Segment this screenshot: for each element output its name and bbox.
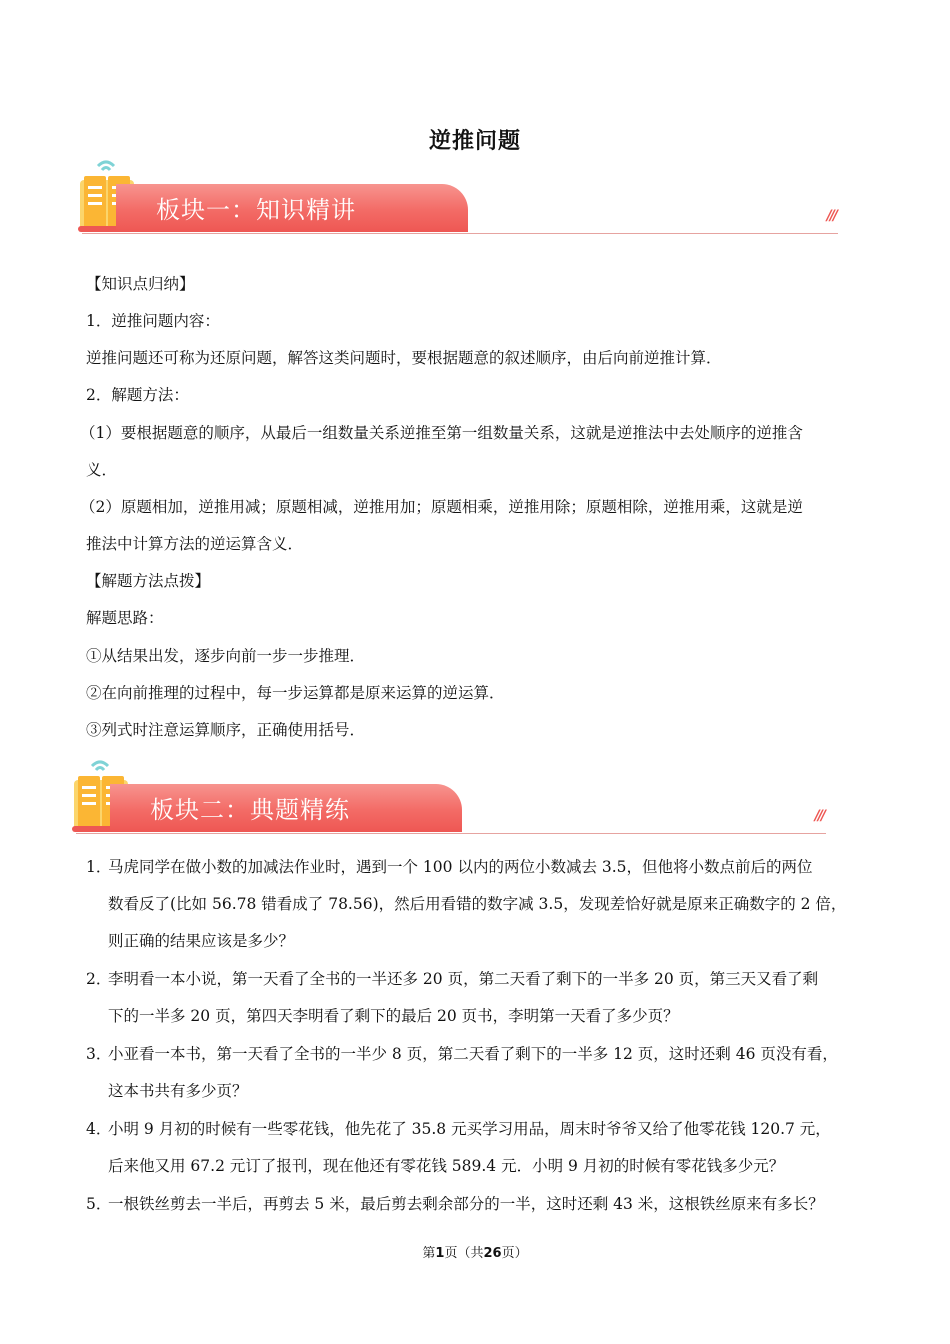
problem-number: 1． xyxy=(86,858,112,876)
problem-number: 4． xyxy=(86,1120,112,1138)
tips-heading: 【解题方法点拨】 xyxy=(86,572,211,590)
problem-text-line: 小亚看一本书，第一天看了全书的一半少 8 页，第二天看了剩下的一半多 12 页，这时还剩 46 页没有看， xyxy=(108,1045,838,1063)
page-footer xyxy=(0,1242,950,1261)
problem-text-line: 下的一半多 20 页，第四天李明看了剩下的最后 20 页书，李明第一天看了多少页？ xyxy=(108,1007,679,1025)
footer-suffix: 页） xyxy=(501,1246,528,1261)
tips-intro: 解题思路： xyxy=(86,609,164,627)
item1-body: 逆推问题还可称为还原问题，解答这类问题时，要根据题意的叙述顺序，由后向前逆推计算． xyxy=(86,349,722,367)
problem-text-line: 后来他又用 67.2 元订了报刊，现在他还有零花钱 589.4 元．小明 9 月初的时候有零花钱多少元？ xyxy=(108,1157,785,1175)
problem-text-line: 小明 9 月初的时候有一些零花钱，他先花了 35.8 元买学习用品，周末时爷爷又给了他零花钱 120.7 元， xyxy=(108,1120,831,1138)
slash-decoration: /// xyxy=(826,208,836,224)
section-divider xyxy=(82,233,838,234)
problem-text-line: 马虎同学在做小数的加减法作业时，遇到一个 100 以内的两位小数减去 3.5，但他将小数点前后的两位 xyxy=(108,858,813,876)
section-divider xyxy=(76,833,826,834)
problem-text-line: 一根铁丝剪去一半后，再剪去 5 米，最后剪去剩余部分的一半，这时还剩 43 米，这根铁丝原来有多长？ xyxy=(108,1195,824,1213)
tip-3: ③列式时注意运算顺序，正确使用括号． xyxy=(86,721,366,739)
problem-text-line: 这本书共有多少页？ xyxy=(108,1082,248,1100)
problem-text-line: 数看反了(比如 56.78 错看成了 78.56)，然后用看错的数字减 3.5，发现差恰好就是原来正确数字的 2 倍， xyxy=(108,895,847,913)
footer-page-number: 1 xyxy=(435,1246,445,1261)
footer-prefix: 第 xyxy=(422,1246,436,1261)
method2-line1: （2）原题相加，逆推用减；原题相减，逆推用加；原题相乘，逆推用除；原题相除，逆推用乘，这就是逆 xyxy=(80,498,803,516)
method1-line2: 义． xyxy=(86,461,118,479)
problem-item xyxy=(86,1036,876,1110)
section-title: 板块一：知识精讲 xyxy=(156,196,356,224)
page-title: 逆推问题 xyxy=(428,128,521,154)
footer-total-pages: 26 xyxy=(483,1246,502,1261)
problem-text-line: 李明看一本小说，第一天看了全书的一半还多 20 页，第二天看了剩下的一半多 20 页，第三天又看了剩 xyxy=(108,970,819,988)
tip-1: ①从结果出发，逐步向前一步一步推理． xyxy=(86,647,366,665)
problem-item xyxy=(86,1111,876,1185)
item2-title: 2．解题方法： xyxy=(86,386,189,404)
footer-middle: 页（共 xyxy=(444,1246,484,1261)
problem-number: 3． xyxy=(86,1045,112,1063)
problem-number: 2． xyxy=(86,970,112,988)
item1-title: 1．逆推问题内容： xyxy=(86,312,220,330)
section-banner-knowledge xyxy=(76,156,838,236)
problem-item xyxy=(86,1186,876,1223)
problem-item xyxy=(86,849,876,960)
section-banner-practice xyxy=(70,756,826,836)
tip-2: ②在向前推理的过程中，每一步运算都是原来运算的逆运算． xyxy=(86,684,505,702)
problem-number: 5． xyxy=(86,1195,112,1213)
method2-line2: 推法中计算方法的逆运算含义． xyxy=(86,535,304,553)
problem-item xyxy=(86,961,876,1035)
slash-decoration: /// xyxy=(814,808,824,824)
method1-line1: （1）要根据题意的顺序，从最后一组数量关系逆推至第一组数量关系，这就是逆推法中去处顺序的逆推含 xyxy=(80,424,803,442)
section-title: 板块二：典题精练 xyxy=(150,796,350,824)
knowledge-heading: 【知识点归纳】 xyxy=(86,275,195,293)
problem-text-line: 则正确的结果应该是多少？ xyxy=(108,932,295,950)
